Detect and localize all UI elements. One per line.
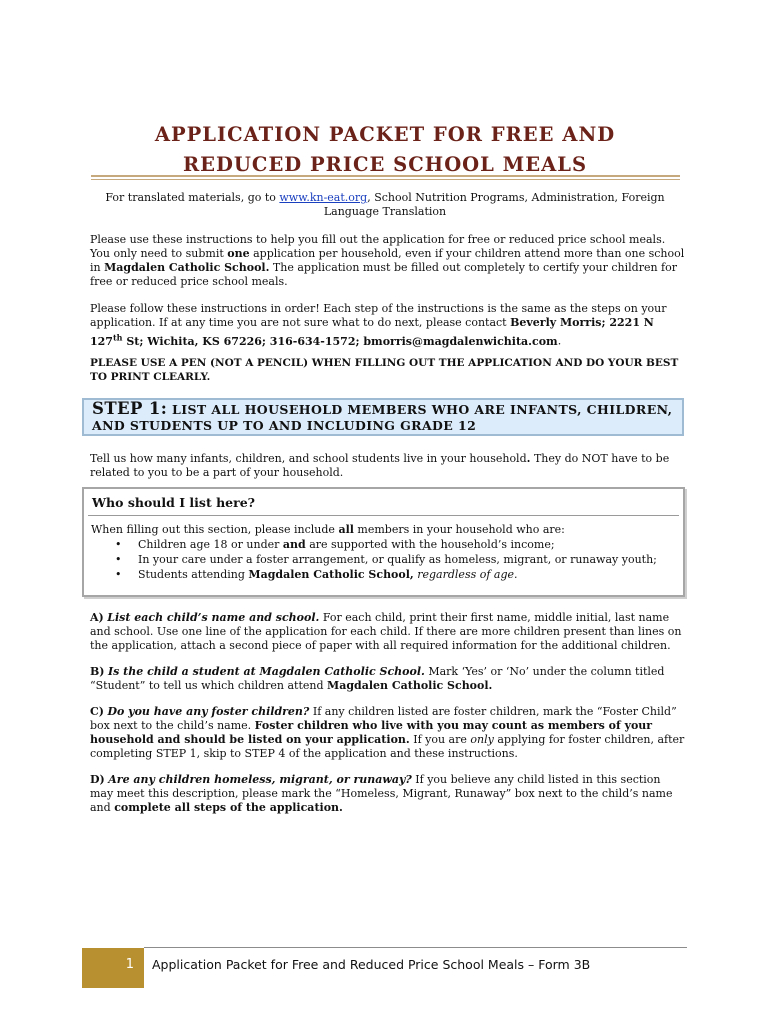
pen-notice: PLEASE USE A PEN (NOT A PENCIL) WHEN FILLING OUT THE APPLICATION AND DO YOUR BEST TO PRINT CLEARLY.	[90, 357, 679, 383]
step1-banner	[82, 398, 684, 436]
page-title-line-1: APPLICATION PACKET FOR FREE AND	[154, 123, 616, 146]
section-d: D) Are any children homeless, migrant, or runaway? If you believe any child listed in this section may meet this description, please mark the “Homeless, Migrant, Runaway” box next to the child’s name and complete all steps of the application.	[90, 773, 673, 814]
section-c: C) Do you have any foster children? If any children listed are foster children, mark the “Foster Child” box next to the child’s name. Foster children who live with you may count as members of your household and should be listed on your application. If you are only applying for foster children, after completing STEP 1, skip to STEP 4 of the application and these instructions.	[90, 705, 685, 760]
list-item: • Children age 18 or under and are supported with the household’s income;	[115, 538, 555, 551]
page-title-line-2: REDUCED PRICE SCHOOL MEALS	[182, 153, 588, 176]
who-intro: When filling out this section, please include all members in your household who are:	[91, 523, 565, 536]
who-bullet-list	[91, 537, 657, 582]
section-a: A) List each child’s name and school. For each child, print their first name, middle initial, last name and school. Use one line of the application for each child. If there are more children present than lines on the application, attach a second piece of paper with all required information for the additional children.	[90, 611, 682, 652]
list-item: • In your care under a foster arrangement, or qualify as homeless, migrant, or runaway youth;	[115, 553, 657, 566]
who-heading: Who should I list here?	[92, 495, 255, 510]
follow-paragraph: Please follow these instructions in order! Each step of the instructions is the same as the steps on your application. If at any time you are not sure what to do next, please contact Beverly Morris; 2221 N 127th St; Wichita, KS 67226; 316-634-1572; bmorris@magdalenwichita.com.	[90, 302, 667, 348]
intro-paragraph: Please use these instructions to help you fill out the application for free or reduced price school meals. You only need to submit one application per household, even if your children attend more than one school in Magdalen Catholic School. The application must be filled out completely to certify your children for free or reduced price school meals.	[90, 233, 685, 288]
footer-divider	[144, 947, 687, 948]
page-title	[90, 120, 680, 180]
section-b: B) Is the child a student at Magdalen Catholic School. Mark ‘Yes’ or ‘No’ under the column titled “Student” to tell us which children attend Magdalen Catholic School.	[90, 665, 665, 692]
translation-link[interactable]: www.kn-eat.org	[279, 191, 368, 204]
step1-heading: STEP 1: LIST ALL HOUSEHOLD MEMBERS WHO ARE INFANTS, CHILDREN, AND STUDENTS UP TO AND INCLUDING GRADE 12	[92, 399, 673, 433]
list-item: • Students attending Magdalen Catholic School, regardless of age.	[115, 568, 518, 581]
who-should-i-list-box	[82, 487, 685, 597]
translation-note: For translated materials, go to www.kn-eat.org, School Nutrition Programs, Administration, Foreign Language Translation	[105, 191, 665, 218]
title-divider	[91, 175, 680, 180]
footer-title: Application Packet for Free and Reduced Price School Meals – Form 3B	[152, 957, 591, 972]
page-number: 1	[82, 948, 144, 988]
tell-us-paragraph: Tell us how many infants, children, and school students live in your household. They do NOT have to be related to you to be a part of your household.	[90, 452, 670, 479]
who-divider	[88, 515, 679, 516]
